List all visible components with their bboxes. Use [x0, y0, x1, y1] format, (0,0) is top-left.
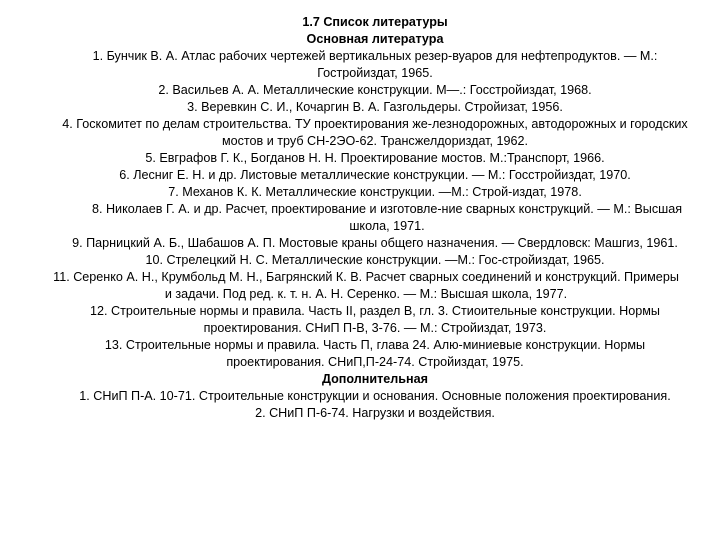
reference-item: 7. Механов К. К. Металлические конструкции. —М.: Строй-издат, 1978.: [168, 185, 582, 199]
reference-item: 8. Николаев Г. А. и др. Расчет, проектирование и изготовле-ние сварных конструкций. — М.: Высшая школа, 1971.: [91, 202, 683, 233]
reference-item: 11. Серенко А. Н., Крумбольд М. Н., Багрянский К. В. Расчет сварных соединений и конструкций. Примеры и задачи. Под ред. к. т. н. А. Н. Серенко. — М.: Высшая школа, 1977.: [53, 270, 679, 301]
page-title: 1.7 Список литературы: [302, 15, 448, 29]
additional-reference-item: 1. СНиП П-А. 10-71. Строительные конструкции и основания. Основные положения проектирования.: [79, 389, 671, 403]
additional-literature-heading: Дополнительная: [321, 372, 429, 386]
reference-item: 5. Евграфов Г. К., Богданов Н. Н. Проектирование мостов. М.:Транспорт, 1966.: [145, 151, 605, 165]
reference-item: 9. Парницкий А. Б., Шабашов А. П. Мостовые краны общего назначения. — Свердловск: Машгиз, 1961.: [72, 236, 678, 250]
reference-item: 4. Госкомитет по делам строительства. ТУ проектирования же-лезнодорожных, автодорожных и городских мостов и труб СН-2ЭО-62. Трансжелдориздат, 1962.: [62, 117, 688, 148]
reference-item: 13. Строительные нормы и правила. Часть П, глава 24. Алю-миниевые конструкции. Нормы проектирования. СНиП,П-24-74. Стройиздат, 1975.: [104, 338, 646, 369]
reference-item: 6. Лесниг Е. Н. и др. Листовые металлические конструкции. — М.: Госстройиздат, 1970.: [119, 168, 631, 182]
reference-item: 2. Васильев А. А. Металлические конструкции. М—.: Госстройиздат, 1968.: [158, 83, 592, 97]
bibliography-page: [53, 14, 690, 422]
reference-item: 10. Стрелецкий Н. С. Металлические конструкции. —М.: Гос-стройиздат, 1965.: [145, 253, 605, 267]
reference-item: 1. Бунчик В. А. Атлас рабочих чертежей вертикальных резер-вуаров для нефтепродуктов. — М.: Гостройиздат, 1965.: [92, 49, 658, 80]
additional-reference-item: 2. СНиП П-6-74. Нагрузки и воздействия.: [255, 406, 495, 420]
reference-item: 12. Строительные нормы и правила. Часть II, раздел В, гл. 3. Стиоительные конструкции. Нормы проектирования. СНиП П-В, 3-76. — М.: Стройиздат, 1973.: [90, 304, 660, 335]
reference-item: 3. Веревкин С. И., Кочаргин В. А. Газгольдеры. Стройизат, 1956.: [187, 100, 563, 114]
main-literature-heading: Основная литература: [306, 32, 444, 46]
